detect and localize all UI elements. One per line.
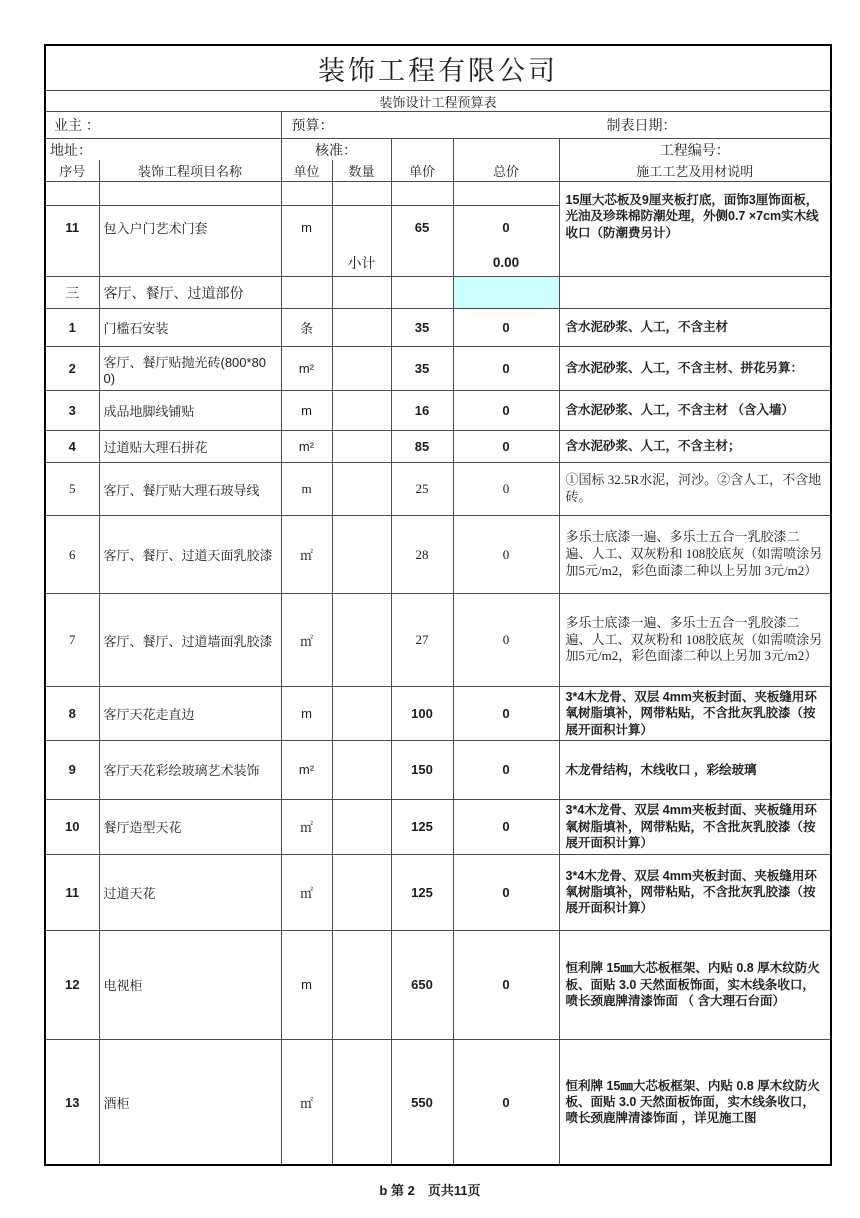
total-cell — [453, 277, 559, 309]
note-cell: 含水泥砂浆、人工，不含主材 — [559, 309, 831, 347]
unit-price-cell — [391, 277, 453, 309]
total-cell: 0 — [453, 206, 559, 250]
budget-label: 预算： — [291, 117, 334, 133]
unit-price-cell — [391, 250, 453, 277]
row-no-cell: 6 — [45, 516, 99, 594]
column-header-note: 施工工艺及用材说明 — [559, 160, 831, 182]
unit-price-cell: 35 — [391, 347, 453, 391]
total-cell: 0 — [453, 391, 559, 431]
page-footer: b 第 2 页共11页 — [379, 1183, 481, 1198]
project-no-label: 工程编号： — [559, 139, 831, 161]
item-name-cell: 酒柜 — [99, 1039, 281, 1165]
unit-cell: m — [281, 687, 332, 741]
item-name-cell — [99, 182, 281, 206]
subtitle-row — [45, 91, 831, 112]
item-name-cell: 电视柜 — [99, 930, 281, 1039]
item-name-cell: 餐厅造型天花 — [99, 799, 281, 854]
qty-cell — [332, 594, 391, 687]
address-row — [45, 139, 831, 161]
note-cell: 多乐士底漆一遍、多乐士五合一乳胶漆二遍、人工、双灰粉和 108胶底灰（如需喷涂另加5元/m2，彩色面漆二种以上另加 3元/m2） — [559, 594, 831, 687]
unit-price-cell: 28 — [391, 516, 453, 594]
item-name-cell: 过道贴大理石拼花 — [99, 431, 281, 463]
unit-price-cell: 650 — [391, 930, 453, 1039]
date-label: 制表日期： — [606, 117, 677, 133]
total-cell: 0 — [453, 463, 559, 516]
budget-table — [44, 44, 832, 1166]
total-cell: 0 — [453, 347, 559, 391]
note-cell: 木龙骨结构，木线收口 ，彩绘玻璃 — [559, 740, 831, 799]
row-no-cell: 1 — [45, 309, 99, 347]
item-name-cell: 门槛石安装 — [99, 309, 281, 347]
unit-price-cell — [391, 182, 453, 206]
unit-cell — [281, 182, 332, 206]
column-header-no: 序号 — [45, 160, 99, 182]
column-header-row — [45, 160, 831, 182]
row-no-cell: 13 — [45, 1039, 99, 1165]
unit-cell: m — [281, 206, 332, 250]
total-cell: 0 — [453, 594, 559, 687]
unit-cell — [281, 250, 332, 277]
unit-cell: m — [281, 391, 332, 431]
row-no-cell: 11 — [45, 206, 99, 250]
qty-cell — [332, 463, 391, 516]
subtotal-label-cell: 小计 — [332, 250, 391, 277]
empty-cell — [453, 139, 559, 161]
qty-cell — [332, 799, 391, 854]
qty-cell — [332, 740, 391, 799]
table-row — [45, 687, 831, 741]
qty-cell — [332, 1039, 391, 1165]
row-no-cell: 12 — [45, 930, 99, 1039]
total-cell: 0 — [453, 1039, 559, 1165]
note-cell: 含水泥砂浆、人工，不含主材、拼花另算： — [559, 347, 831, 391]
qty-cell — [332, 431, 391, 463]
table-row — [45, 347, 831, 391]
table-row — [45, 799, 831, 854]
row-no-cell — [45, 182, 99, 206]
item-name-cell: 客厅、餐厅贴抛光砖(800*800) — [99, 347, 281, 391]
item-name-cell: 客厅天花走直边 — [99, 687, 281, 741]
column-header-total: 总价 — [453, 160, 559, 182]
total-cell: 0 — [453, 740, 559, 799]
column-header-unit-price: 单价 — [391, 160, 453, 182]
column-header-name: 装饰工程项目名称 — [99, 160, 281, 182]
unit-price-cell: 35 — [391, 309, 453, 347]
table-row — [45, 854, 831, 930]
item-name-cell: 客厅、餐厅、过道天面乳胶漆 — [99, 516, 281, 594]
table-row — [45, 309, 831, 347]
qty-cell — [332, 516, 391, 594]
unit-price-cell: 65 — [391, 206, 453, 250]
table-row — [45, 1039, 831, 1165]
approve-label: 核准： — [281, 139, 391, 161]
item-name-cell: 包入户门艺术门套 — [99, 206, 281, 250]
unit-price-cell: 125 — [391, 854, 453, 930]
note-cell: 3*4木龙骨、双层 4mm夹板封面、夹板缝用环氧树脂填补，网带粘贴，不含批灰乳胶漆（按展开面积计算） — [559, 854, 831, 930]
qty-cell — [332, 309, 391, 347]
row-no-cell: 5 — [45, 463, 99, 516]
company-title: 装饰工程有限公司 — [45, 45, 831, 91]
section-no-cell: 三 — [45, 277, 99, 309]
row-no-cell: 3 — [45, 391, 99, 431]
sheet-subtitle: 装饰设计工程预算表 — [45, 91, 831, 112]
note-cell: ①国标 32.5R水泥，河沙。②含人工，不含地砖。 — [559, 463, 831, 516]
note-cell: 含水泥砂浆、人工，不含主材； — [559, 431, 831, 463]
section-name-cell: 客厅、餐厅、过道部份 — [99, 277, 281, 309]
owner-row — [45, 112, 831, 139]
item-name-cell: 过道天花 — [99, 854, 281, 930]
table-row — [45, 930, 831, 1039]
row-no-cell: 11 — [45, 854, 99, 930]
qty-cell — [332, 182, 391, 206]
table-row — [45, 431, 831, 463]
unit-cell: m² — [281, 740, 332, 799]
row-no-cell: 4 — [45, 431, 99, 463]
row-no-cell: 7 — [45, 594, 99, 687]
total-cell: 0 — [453, 799, 559, 854]
row-no-cell: 9 — [45, 740, 99, 799]
unit-cell: ㎡ — [281, 854, 332, 930]
table-row — [45, 740, 831, 799]
owner-label: 业主 ： — [45, 112, 281, 139]
empty-cell — [391, 139, 453, 161]
qty-cell — [332, 391, 391, 431]
spacer-row — [45, 182, 831, 206]
table-row — [45, 391, 831, 431]
note-cell: 多乐士底漆一遍、多乐士五合一乳胶漆二遍、人工、双灰粉和 108胶底灰（如需喷涂另加5元/m2，彩色面漆二种以上另加 3元/m2） — [559, 516, 831, 594]
address-label: 地址： — [45, 139, 281, 161]
qty-cell — [332, 930, 391, 1039]
note-cell: 恒利牌 15㎜大芯板框架、内贴 0.8 厚木纹防火板、面贴 3.0 天然面板饰面，实木线条收口，喷长颈鹿牌清漆饰面 ，详见施工图 — [559, 1039, 831, 1165]
note-cell: 15厘大芯板及9厘夹板打底，面饰3厘饰面板，光油及珍珠棉防潮处理，外侧0.7 ×7cm实木线收口（防潮费另计） — [559, 182, 831, 277]
unit-cell: m² — [281, 347, 332, 391]
unit-price-cell: 25 — [391, 463, 453, 516]
unit-price-cell: 125 — [391, 799, 453, 854]
item-name-cell: 客厅、餐厅、过道墙面乳胶漆 — [99, 594, 281, 687]
unit-cell: ㎡ — [281, 799, 332, 854]
subtotal-value-cell: 0.00 — [453, 250, 559, 277]
unit-price-cell: 27 — [391, 594, 453, 687]
unit-price-cell: 16 — [391, 391, 453, 431]
total-cell — [453, 182, 559, 206]
table-row — [45, 594, 831, 687]
row-no-cell: 8 — [45, 687, 99, 741]
item-name-cell: 客厅、餐厅贴大理石玻导线 — [99, 463, 281, 516]
title-row — [45, 45, 831, 91]
row-no-cell: 2 — [45, 347, 99, 391]
unit-cell: ㎡ — [281, 594, 332, 687]
qty-cell — [332, 206, 391, 250]
column-header-unit: 单位 — [281, 160, 332, 182]
qty-cell — [332, 687, 391, 741]
unit-price-cell: 85 — [391, 431, 453, 463]
unit-price-cell: 100 — [391, 687, 453, 741]
unit-price-cell: 550 — [391, 1039, 453, 1165]
note-cell: 含水泥砂浆、人工，不含主材 （含入墙） — [559, 391, 831, 431]
item-name-cell — [99, 250, 281, 277]
total-cell: 0 — [453, 854, 559, 930]
unit-cell: m — [281, 463, 332, 516]
unit-cell: ㎡ — [281, 516, 332, 594]
unit-cell: m — [281, 930, 332, 1039]
unit-cell: 条 — [281, 309, 332, 347]
total-cell: 0 — [453, 309, 559, 347]
unit-cell — [281, 277, 332, 309]
table-row — [45, 516, 831, 594]
item-name-cell: 成品地脚线铺贴 — [99, 391, 281, 431]
budget-date-cell — [281, 112, 831, 139]
row-no-cell: 10 — [45, 799, 99, 854]
unit-cell: m² — [281, 431, 332, 463]
qty-cell — [332, 347, 391, 391]
note-cell: 3*4木龙骨、双层 4mm夹板封面、夹板缝用环氧树脂填补，网带粘贴，不含批灰乳胶漆（按展开面积计算） — [559, 687, 831, 741]
total-cell: 0 — [453, 516, 559, 594]
unit-price-cell: 150 — [391, 740, 453, 799]
total-cell: 0 — [453, 431, 559, 463]
total-cell: 0 — [453, 930, 559, 1039]
note-cell — [559, 277, 831, 309]
note-cell: 恒利牌 15㎜大芯板框架、内贴 0.8 厚木纹防火板、面贴 3.0 天然面板饰面，实木线条收口，喷长颈鹿牌清漆饰面 （ 含大理石台面） — [559, 930, 831, 1039]
unit-cell: ㎡ — [281, 1039, 332, 1165]
section-row — [45, 277, 831, 309]
note-cell: 3*4木龙骨、双层 4mm夹板封面、夹板缝用环氧树脂填补，网带粘贴，不含批灰乳胶漆（按展开面积计算） — [559, 799, 831, 854]
table-row — [45, 463, 831, 516]
row-no-cell — [45, 250, 99, 277]
total-cell: 0 — [453, 687, 559, 741]
qty-cell — [332, 854, 391, 930]
item-name-cell: 客厅天花彩绘玻璃艺术装饰 — [99, 740, 281, 799]
column-header-qty: 数量 — [332, 160, 391, 182]
qty-cell — [332, 277, 391, 309]
